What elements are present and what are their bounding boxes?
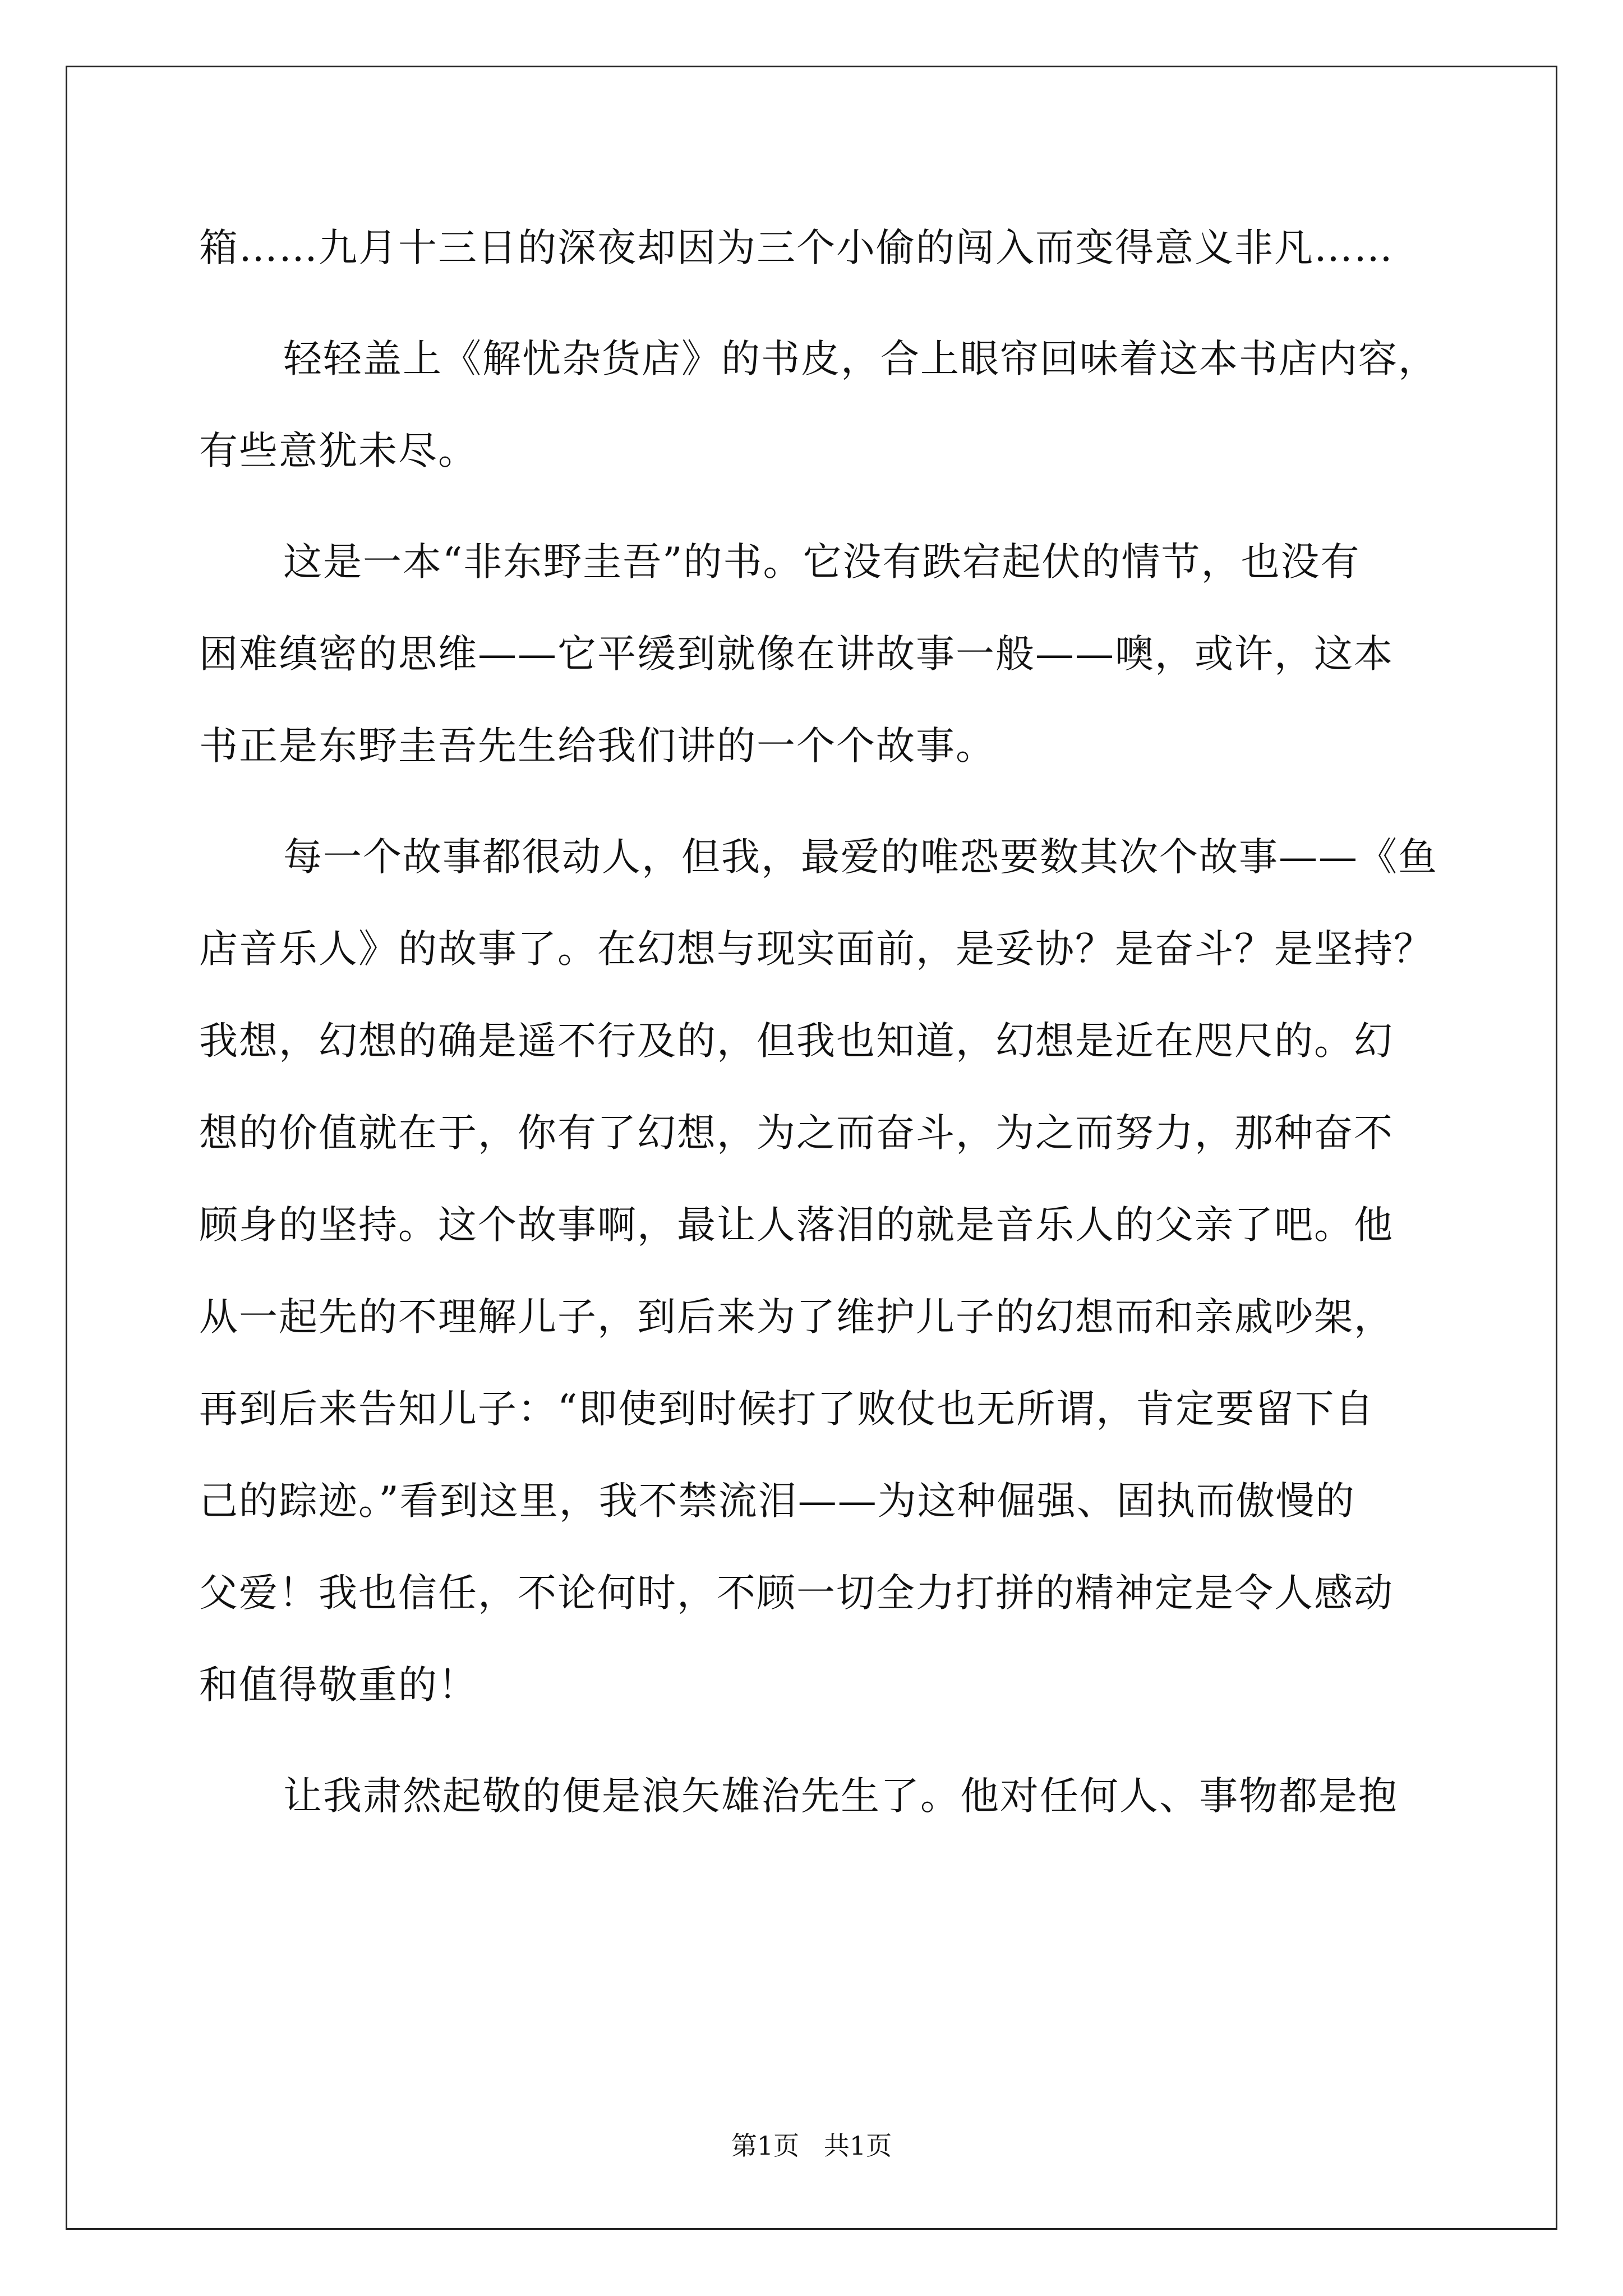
text-line: 箱……九月十三日的深夜却因为三个小偷的闯入而变得意义非凡…… — [199, 226, 1394, 270]
text-line: 书正是东野圭吾先生给我们讲的一个个故事。 — [199, 724, 995, 769]
text-line: 让我肃然起敬的便是浪矢雄治先生了。他对任何人、事物都是抱 — [283, 1774, 1398, 1819]
text-line: 从一起先的不理解儿子，到后来为了维护儿子的幻想而和亲戚吵架， — [199, 1295, 1394, 1340]
text-line: 每一个故事都很动人，但我，最爱的唯恐要数其次个故事——《鱼 — [283, 835, 1438, 880]
text-line: 店音乐人》的故事了。在幻想与现实面前，是妥协？是奋斗？是坚持？ — [199, 927, 1433, 972]
text-line: 有些意犹未尽。 — [199, 429, 478, 473]
text-line: 顾身的坚持。这个故事啊，最让人落泪的就是音乐人的父亲了吧。他 — [199, 1203, 1394, 1248]
page-footer: 第1页 共1页 — [731, 2131, 892, 2161]
text-line: 困难缜密的思维——它平缓到就像在讲故事一般——噢，或许，这本 — [199, 632, 1394, 677]
text-line: 想的价值就在于，你有了幻想，为之而奋斗，为之而努力，那种奋不 — [199, 1111, 1394, 1156]
text-line: 轻轻盖上《解忧杂货店》的书皮，合上眼帘回味着这本书店内容， — [283, 337, 1438, 381]
text-line: 己的踪迹。”看到这里，我不禁流泪——为这种倔强、固执而傲慢的 — [199, 1479, 1355, 1524]
text-line: 父爱！我也信任，不论何时，不顾一切全力打拼的精神定是令人感动 — [199, 1571, 1394, 1616]
text-line: 这是一本“非东野圭吾”的书。它没有跌宕起伏的情节，也没有 — [283, 540, 1361, 585]
document-body — [199, 202, 1438, 1842]
text-line: 和值得敬重的！ — [199, 1663, 478, 1708]
text-line: 我想，幻想的确是遥不行及的，但我也知道，幻想是近在咫尺的。幻 — [199, 1019, 1394, 1064]
text-line: 再到后来告知儿子：“即使到时候打了败仗也无所谓，肯定要留下自 — [199, 1387, 1375, 1432]
